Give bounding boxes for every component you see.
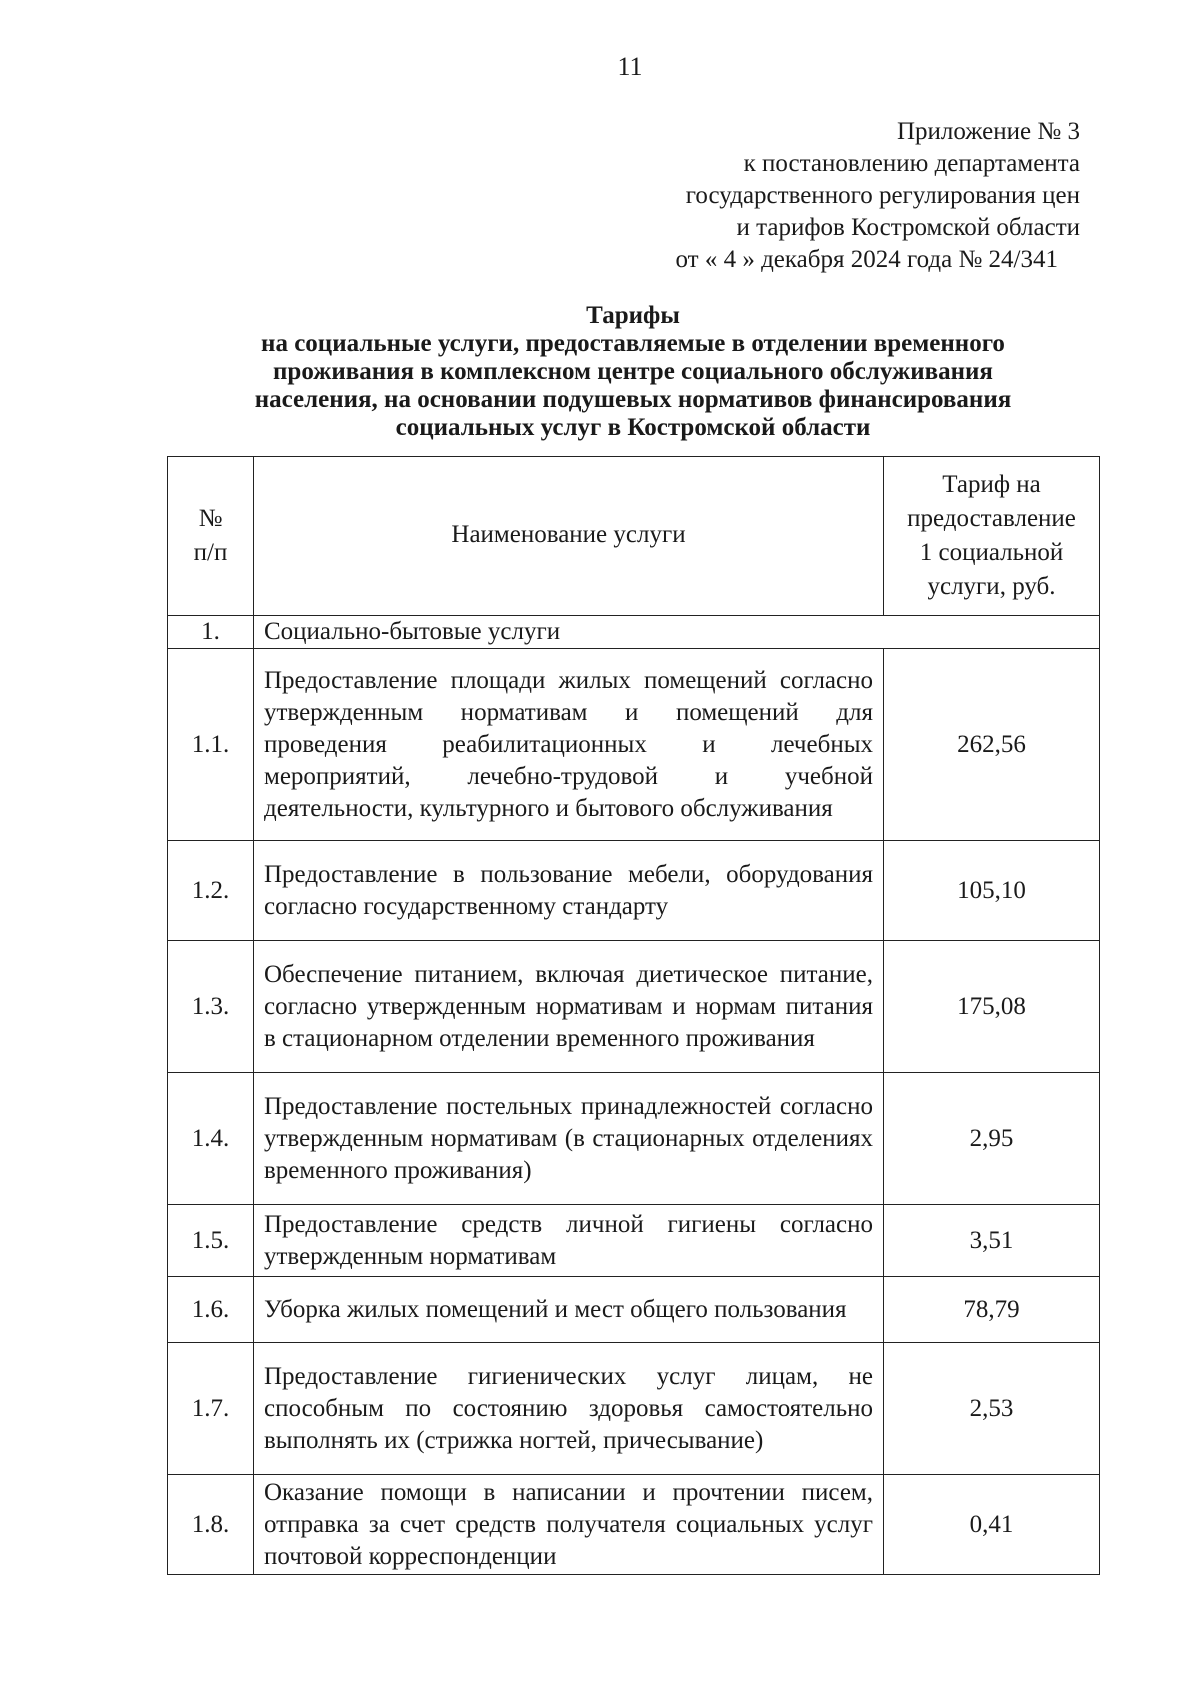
table-row [168, 1475, 1100, 1575]
row-tariff: 2,95 [884, 1073, 1100, 1205]
row-name: Обеспечение питанием, включая диетическое питание, согласно утвержденным нормативам и нормам питания в стационарном отделении временного проживания [254, 941, 884, 1073]
row-num: 1.4. [168, 1073, 254, 1205]
appendix-line-4: и тарифов Костромской области [736, 214, 1080, 241]
row-tariff: 2,53 [884, 1343, 1100, 1475]
title-line-4: социальных услуг в Костромской области [395, 414, 871, 441]
appendix-line-3: государственного регулирования цен [685, 182, 1080, 209]
document-title [168, 302, 1098, 442]
section-row [168, 616, 1100, 649]
table-row [168, 1073, 1100, 1205]
row-tariff: 3,51 [884, 1205, 1100, 1277]
table-row [168, 649, 1100, 841]
section-num: 1. [168, 616, 254, 649]
header-num-line-1: № [198, 505, 223, 532]
table-header-row [168, 457, 1100, 616]
title-line-1: на социальные услуги, предоставляемые в отделении временного [261, 330, 1005, 357]
title-line-2: проживания в комплексном центре социального обслуживания [273, 358, 993, 385]
row-tariff: 262,56 [884, 649, 1100, 841]
row-num: 1.8. [168, 1475, 254, 1575]
appendix-line-5: от « 4 » декабря 2024 года № 24/341 [675, 246, 1058, 273]
title-heading: Тарифы [586, 302, 680, 329]
table-row [168, 1343, 1100, 1475]
row-num: 1.1. [168, 649, 254, 841]
row-num: 1.5. [168, 1205, 254, 1277]
appendix-block [675, 116, 1080, 276]
row-tariff: 78,79 [884, 1277, 1100, 1343]
section-name: Социально-бытовые услуги [254, 616, 1100, 649]
table-row [168, 1277, 1100, 1343]
table-row [168, 941, 1100, 1073]
tariff-table [167, 456, 1100, 1575]
appendix-line-1: Приложение № 3 [896, 118, 1080, 145]
row-name: Уборка жилых помещений и мест общего пользования [254, 1277, 884, 1343]
row-tariff: 0,41 [884, 1475, 1100, 1575]
appendix-line-2: к постановлению департамента [743, 150, 1080, 177]
row-name: Предоставление гигиенических услуг лицам, не способным по состоянию здоровья самостоятельно выполнять их (стрижка ногтей, причесывание) [254, 1343, 884, 1475]
header-tariff-line-4: услуги, руб. [927, 573, 1056, 600]
header-num-line-2: п/п [193, 539, 228, 566]
row-tariff: 175,08 [884, 941, 1100, 1073]
header-num [168, 457, 254, 616]
row-num: 1.6. [168, 1277, 254, 1343]
row-tariff: 105,10 [884, 841, 1100, 941]
row-num: 1.2. [168, 841, 254, 941]
row-num: 1.7. [168, 1343, 254, 1475]
row-name: Предоставление средств личной гигиены согласно утвержденным нормативам [254, 1205, 884, 1277]
row-name: Предоставление постельных принадлежностей согласно утвержденным нормативам (в стационарных отделениях временного проживания) [254, 1073, 884, 1205]
table-row [168, 1205, 1100, 1277]
header-tariff-line-3: 1 социальной [919, 539, 1064, 566]
header-tariff-line-1: Тариф на [942, 471, 1041, 498]
page-number: 11 [617, 52, 643, 81]
header-tariff [884, 457, 1100, 616]
table-row [168, 841, 1100, 941]
row-name: Предоставление в пользование мебели, оборудования согласно государственному стандарту [254, 841, 884, 941]
row-name: Оказание помощи в написании и прочтении писем, отправка за счет средств получателя социальных услуг почтовой корреспонденции [254, 1475, 884, 1575]
title-line-3: населения, на основании подушевых нормативов финансирования [254, 386, 1012, 413]
row-name: Предоставление площади жилых помещений согласно утвержденным нормативам и помещений для проведения реабилитационных и лечебных мероприятий, лечебно-трудовой и учебной деятельности, культурного и бытового обслуживания [254, 649, 884, 841]
row-num: 1.3. [168, 941, 254, 1073]
header-tariff-line-2: предоставление [907, 505, 1076, 532]
header-name: Наименование услуги [254, 457, 884, 616]
